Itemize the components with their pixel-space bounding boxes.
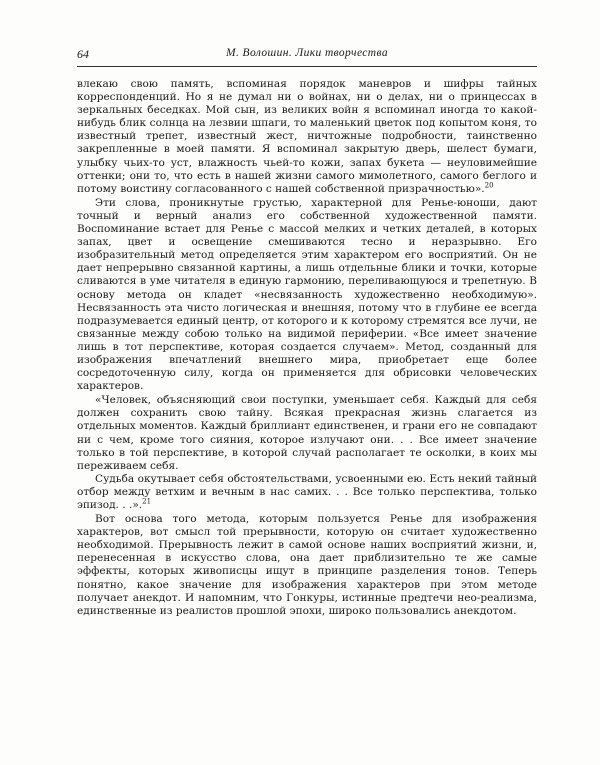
footnote-marker: 21	[142, 497, 152, 506]
page-number: 64	[77, 47, 89, 61]
paragraph-text: Судьба окутывает себя обстоятельствами, усвоенными ею. Есть некий тайный отбор между ветхим и вечным в нас самих. . . Все только перспектива, только эпизод. . .».	[77, 472, 537, 511]
paragraph-text: «Человек, объясняющий свои поступки, уменьшает себя. Каждый для себя должен сохранить свою тайну. Всякая прекрасная жизнь слагается из отдельных моментов. Каждый бриллиант единственен, и грани его не совпадают ни с чем, кроме того сияния, которое излучают они. . . Все имеет значение только в той перспективе, в которой случай располагает те осколки, в коих мы переживаем себя.	[77, 394, 537, 472]
paragraph-text: Вот основа того метода, которым пользуется Ренье для изображения характеров, вот смысл той прерывности, которую он считает художественно необходимой. Прерывность лежит в самой основе наших восприятий жизни, и, перенесенная в искусство слова, она дает приблизительно те же самые эффекты, которых живописцы ищут в принципе разделения тонов. Теперь понятно, какое значение для изображения характеров при этом методе получает анекдот. И напомним, что Гонкуры, истинные предтечи нео-реализма, единственные из реалистов прошлой эпохи, широко пользовались анекдотом.	[77, 513, 537, 617]
paragraph-text: Эти слова, проникнутые грустью, характерной для Ренье-юноши, дают точный и верный анализ его собственной художественной памяти. Воспоминание встает для Ренье с массой мелких и четких деталей, в которых запах, цвет и освещение смешиваются тесно и неразрывно. Его изобразительный метод определяется этим характером его восприятий. Он не дает непрерывно связанной картины, а лишь отдельные блики и точки, которые сливаются в уме читателя в единую гармонию, переливающуюся и трепетную. В основу метода он кладет «несвязанность художественно необходимую». Несвязанность эта чисто логическая и внешняя, потому что в глубине ее всегда подразумевается единый центр, от которого и к которому стремятся все лучи, не связанные между собою только на видимой периферии. «Все имеет значение лишь в тот перспективе, которая создается случаем». Метод, созданный для изображения впечатлений внешнего мира, приобретает еще более сосредоточенную силу, когда он применяется для обрисовки человеческих характеров.	[77, 196, 537, 393]
body-text	[77, 78, 537, 618]
page-header	[77, 47, 537, 65]
running-title: М. Волошин. Лики творчества	[226, 47, 388, 59]
paragraph-5	[77, 513, 537, 618]
paragraph-text: влекаю свою память, вспоминая порядок маневров и шифры тайных корреспонденций. Но я не думал ни о войнах, ни о делах, ни о принцессах в зеркальных беседках. Мой сын, из великих войн я вспоминал иногда то какой-нибудь блик солнца на лезвии шпаги, то маленький цветок под копытом коня, то известный трепет, известный жест, ничтожные подробности, таинственно закрепленные в моей памяти. Я вспоминал закрытую дверь, шелест бумаги, улыбку чьих-то уст, влажность чьей-то кожи, запах букета — неуловимейшие оттенки; они то, что есть в нашей жизни самого мимолетного, самого беглого и потому воистину согласованного с нашей собственной призрачностью».	[77, 78, 537, 195]
footnote-marker: 20	[484, 181, 494, 190]
header-rule	[77, 66, 537, 67]
paragraph-4	[77, 473, 537, 512]
paragraph-1	[77, 78, 537, 196]
paragraph-2	[77, 197, 537, 393]
paragraph-3	[77, 394, 537, 473]
